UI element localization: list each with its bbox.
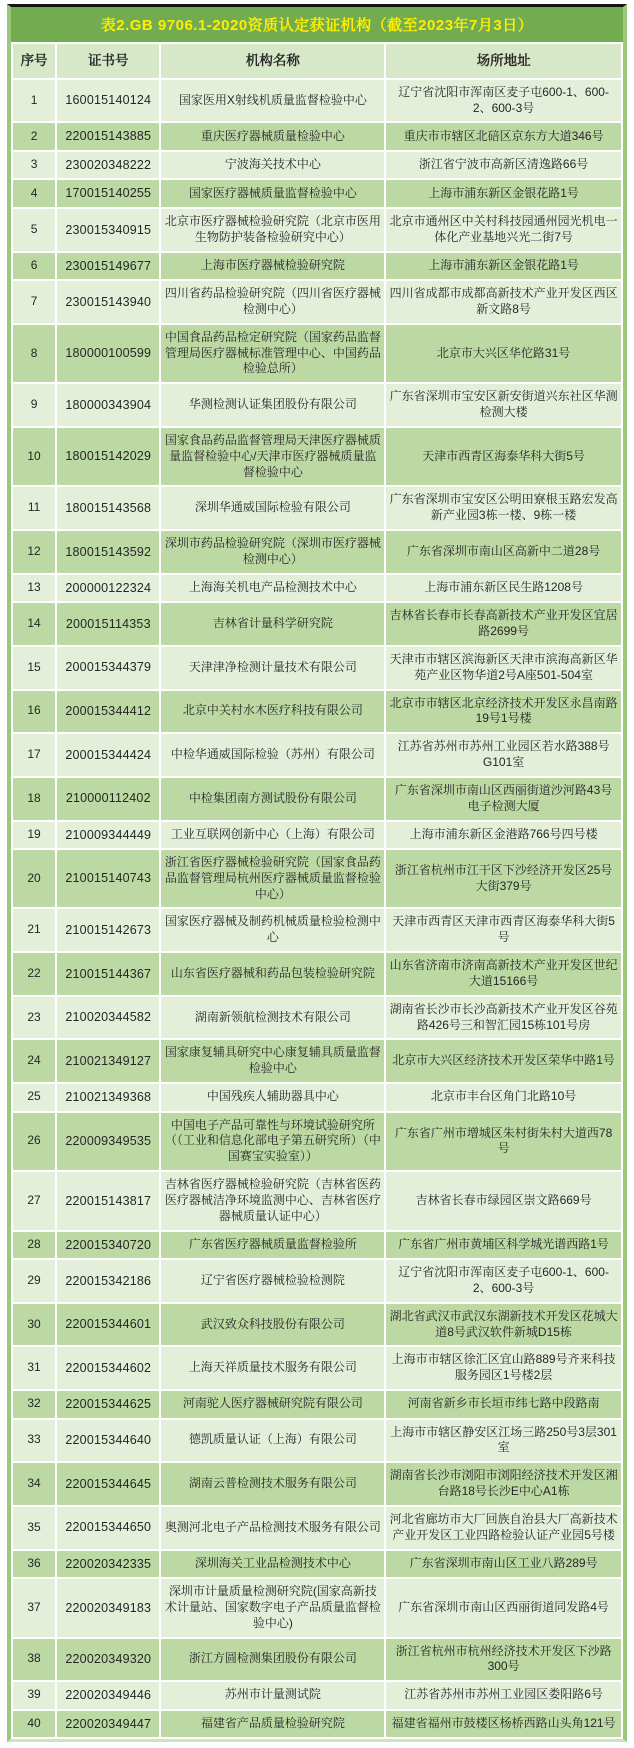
address: 上海市浦东新区金银花路1号 — [386, 180, 621, 207]
table-row — [13, 575, 621, 602]
address: 湖北省武汉市武汉东湖新技术开发区花城大道8号武汉软件新城D15栋 — [386, 1304, 621, 1346]
address: 上海市市辖区静安区江场三路250号3层301室 — [386, 1420, 621, 1462]
certificate-number: 200015114353 — [57, 603, 159, 645]
table-row — [13, 822, 621, 849]
org-name: 工业互联网创新中心（上海）有限公司 — [161, 822, 384, 849]
row-number: 19 — [13, 822, 55, 849]
certificate-number: 220015342186 — [57, 1260, 159, 1302]
address: 广东省深圳市南山区西丽街道同发路4号 — [386, 1579, 621, 1636]
address: 河北省廊坊市大厂回族自治县大厂高新技术产业开发区工业四路检验认证产业园5号楼 — [386, 1507, 621, 1549]
table-row — [13, 1682, 621, 1709]
org-name: 国家康复辅具研究中心康复辅具质量监督检验中心 — [161, 1040, 384, 1082]
certificate-number: 220015344650 — [57, 1507, 159, 1549]
table-row — [13, 180, 621, 207]
row-number: 37 — [13, 1579, 55, 1636]
org-name: 湖南新领航检测技术有限公司 — [161, 997, 384, 1039]
certificate-number: 220020349447 — [57, 1711, 159, 1738]
table-row — [13, 1113, 621, 1170]
row-number: 28 — [13, 1232, 55, 1259]
row-number: 23 — [13, 997, 55, 1039]
address: 上海市浦东新区民生路1208号 — [386, 575, 621, 602]
row-number: 35 — [13, 1507, 55, 1549]
table-row — [13, 1551, 621, 1578]
address: 上海市浦东新区金银花路1号 — [386, 253, 621, 280]
table-row — [13, 1232, 621, 1259]
org-name: 国家医疗器械及制药机械质量检验检测中心 — [161, 909, 384, 951]
table-row — [13, 778, 621, 820]
table-row — [13, 1463, 621, 1505]
row-number: 6 — [13, 253, 55, 280]
table-row — [13, 734, 621, 776]
row-number: 38 — [13, 1639, 55, 1681]
certificate-number: 220015344601 — [57, 1304, 159, 1346]
address: 湖南省长沙市浏阳市浏阳经济技术开发区湘台路18号长沙E中心A1栋 — [386, 1463, 621, 1505]
table-row — [13, 1040, 621, 1082]
org-name: 浙江省医疗器械检验研究院（国家食品药品监督管理局杭州医疗器械质量监督检验中心） — [161, 850, 384, 907]
certificate-number: 220009349535 — [57, 1113, 159, 1170]
org-name: 吉林省医疗器械检验研究院（吉林省医药医疗器械洁净环境监测中心、吉林省医疗器械质量认证中心） — [161, 1172, 384, 1229]
certificate-number: 220015340720 — [57, 1232, 159, 1259]
column-header-address: 场所地址 — [386, 44, 621, 78]
row-number: 31 — [13, 1347, 55, 1389]
org-name: 吉林省计量科学研究院 — [161, 603, 384, 645]
certificate-number: 210015140743 — [57, 850, 159, 907]
table-row — [13, 123, 621, 150]
address: 湖南省长沙市长沙高新技术产业开发区谷苑路426号三和智汇园15栋101号房 — [386, 997, 621, 1039]
certificate-number: 220020342335 — [57, 1551, 159, 1578]
org-name: 深圳市药品检验研究院（深圳市医疗器械检测中心） — [161, 531, 384, 573]
certificate-number: 210015144367 — [57, 953, 159, 995]
org-name: 武汉致众科技股份有限公司 — [161, 1304, 384, 1346]
org-name: 国家医用X射线机质量监督检验中心 — [161, 80, 384, 122]
org-name: 深圳华通威国际检验有限公司 — [161, 487, 384, 529]
org-name: 国家医疗器械质量监督检验中心 — [161, 180, 384, 207]
table-row — [13, 1172, 621, 1229]
certificate-number: 220020349183 — [57, 1579, 159, 1636]
table-row — [13, 1304, 621, 1346]
certificate-number: 230015340915 — [57, 209, 159, 251]
row-number: 4 — [13, 180, 55, 207]
row-number: 32 — [13, 1391, 55, 1418]
row-number: 33 — [13, 1420, 55, 1462]
table-row — [13, 1347, 621, 1389]
address: 浙江省宁波市高新区清逸路66号 — [386, 152, 621, 179]
row-number: 40 — [13, 1711, 55, 1738]
row-number: 16 — [13, 691, 55, 733]
address: 福建省福州市鼓楼区杨桥西路山头角121号 — [386, 1711, 621, 1738]
address: 江苏省苏州市苏州工业园区娄阳路6号 — [386, 1682, 621, 1709]
address: 天津市市辖区滨海新区天津市滨海高新区华苑产业区物华道2号A座501-504室 — [386, 647, 621, 689]
table-row — [13, 1084, 621, 1111]
org-name: 北京中关村水木医疗科技有限公司 — [161, 691, 384, 733]
certificate-number: 200015344379 — [57, 647, 159, 689]
certificate-number: 180000343904 — [57, 384, 159, 426]
address: 北京市市辖区北京经济技术开发区永昌南路19号1号楼 — [386, 691, 621, 733]
org-name: 上海天祥质量技术服务有限公司 — [161, 1347, 384, 1389]
org-name: 中国残疾人辅助器具中心 — [161, 1084, 384, 1111]
org-name: 中检集团南方测试股份有限公司 — [161, 778, 384, 820]
row-number: 20 — [13, 850, 55, 907]
row-number: 3 — [13, 152, 55, 179]
certificate-number: 170015140255 — [57, 180, 159, 207]
row-number: 13 — [13, 575, 55, 602]
org-name: 中国食品药品检定研究院（国家药品监督管理局医疗器械标准管理中心、中国药品检验总所） — [161, 325, 384, 382]
certification-table-container — [7, 4, 627, 1742]
org-name: 浙江方圆检测集团股份有限公司 — [161, 1639, 384, 1681]
table-row — [13, 647, 621, 689]
certificate-number: 210020344582 — [57, 997, 159, 1039]
certificate-number: 220015344625 — [57, 1391, 159, 1418]
address: 浙江省杭州市江干区下沙经济开发区25号大街379号 — [386, 850, 621, 907]
address: 天津市西青区海泰华科大街5号 — [386, 428, 621, 485]
row-number: 29 — [13, 1260, 55, 1302]
address: 广东省深圳市南山区高新中二道28号 — [386, 531, 621, 573]
org-name: 华测检测认证集团股份有限公司 — [161, 384, 384, 426]
table-row — [13, 1579, 621, 1636]
address: 浙江省杭州市杭州经济技术开发区下沙路300号 — [386, 1639, 621, 1681]
certificate-number: 230015143940 — [57, 281, 159, 323]
address: 河南省新乡市长垣市纬七路中段路南 — [386, 1391, 621, 1418]
certificate-number: 220020349320 — [57, 1639, 159, 1681]
address: 四川省成都市成都高新技术产业开发区西区新文路8号 — [386, 281, 621, 323]
row-number: 15 — [13, 647, 55, 689]
address: 广东省深圳市宝安区新安街道兴东社区华测检测大楼 — [386, 384, 621, 426]
row-number: 9 — [13, 384, 55, 426]
certificate-number: 180015143568 — [57, 487, 159, 529]
table-row — [13, 909, 621, 951]
row-number: 5 — [13, 209, 55, 251]
table-row — [13, 80, 621, 122]
column-header-cert: 证书号 — [57, 44, 159, 78]
row-number: 39 — [13, 1682, 55, 1709]
table-row — [13, 1507, 621, 1549]
table-row — [13, 1420, 621, 1462]
row-number: 14 — [13, 603, 55, 645]
org-name: 河南驼人医疗器械研究院有限公司 — [161, 1391, 384, 1418]
certificate-number: 220020349446 — [57, 1682, 159, 1709]
address: 辽宁省沈阳市浑南区麦子屯600-1、600-2、600-3号 — [386, 1260, 621, 1302]
org-name: 重庆医疗器械质量检验中心 — [161, 123, 384, 150]
row-number: 27 — [13, 1172, 55, 1229]
row-number: 11 — [13, 487, 55, 529]
certificate-number: 220015344640 — [57, 1420, 159, 1462]
column-header-no: 序号 — [13, 44, 55, 78]
org-name: 福建省产品质量检验研究院 — [161, 1711, 384, 1738]
address: 北京市丰台区角门北路10号 — [386, 1084, 621, 1111]
row-number: 26 — [13, 1113, 55, 1170]
certificate-number: 210021349127 — [57, 1040, 159, 1082]
org-name: 深圳海关工业品检测技术中心 — [161, 1551, 384, 1578]
row-number: 30 — [13, 1304, 55, 1346]
certificate-number: 220015344645 — [57, 1463, 159, 1505]
certificate-number: 200000122324 — [57, 575, 159, 602]
table-row — [13, 603, 621, 645]
org-name: 德凯质量认证（上海）有限公司 — [161, 1420, 384, 1462]
org-name: 深圳市计量质量检测研究院(国家高新技术计量站、国家数字电子产品质量监督检验中心) — [161, 1579, 384, 1636]
org-name: 上海海关机电产品检测技术中心 — [161, 575, 384, 602]
table-row — [13, 850, 621, 907]
address: 广东省深圳市南山区工业八路289号 — [386, 1551, 621, 1578]
table-row — [13, 281, 621, 323]
row-number: 22 — [13, 953, 55, 995]
table-row — [13, 1260, 621, 1302]
row-number: 36 — [13, 1551, 55, 1578]
table-row — [13, 691, 621, 733]
table-row — [13, 531, 621, 573]
certificate-number: 210009344449 — [57, 822, 159, 849]
address: 辽宁省沈阳市浑南区麦子屯600-1、600-2、600-3号 — [386, 80, 621, 122]
certificate-number: 230020348222 — [57, 152, 159, 179]
address: 山东省济南市济南高新技术产业开发区世纪大道15166号 — [386, 953, 621, 995]
table-row — [13, 1391, 621, 1418]
certificate-number: 210015142673 — [57, 909, 159, 951]
row-number: 25 — [13, 1084, 55, 1111]
table-row — [13, 209, 621, 251]
address: 吉林省长春市长春高新技术产业开发区宜居路2699号 — [386, 603, 621, 645]
address: 重庆市市辖区北碚区京东方大道346号 — [386, 123, 621, 150]
org-name: 辽宁省医疗器械检验检测院 — [161, 1260, 384, 1302]
certificate-number: 220015344602 — [57, 1347, 159, 1389]
address: 北京市通州区中关村科技园通州园光机电一体化产业基地兴光二街7号 — [386, 209, 621, 251]
certificate-number: 210021349368 — [57, 1084, 159, 1111]
table-title: 表2.GB 9706.1-2020资质认定获证机构（截至2023年7月3日） — [11, 7, 623, 42]
table-row — [13, 487, 621, 529]
table-row — [13, 384, 621, 426]
address: 上海市市辖区徐汇区宜山路889号齐来科技服务园区1号楼2层 — [386, 1347, 621, 1389]
row-number: 12 — [13, 531, 55, 573]
address: 广东省广州市增城区朱村街朱村大道西78号 — [386, 1113, 621, 1170]
row-number: 2 — [13, 123, 55, 150]
certificate-number: 220015143817 — [57, 1172, 159, 1229]
table-row — [13, 997, 621, 1039]
address: 广东省广州市黄埔区科学城光谱西路1号 — [386, 1232, 621, 1259]
org-name: 四川省药品检验研究院（四川省医疗器械检测中心） — [161, 281, 384, 323]
row-number: 8 — [13, 325, 55, 382]
row-number: 21 — [13, 909, 55, 951]
row-number: 1 — [13, 80, 55, 122]
table-row — [13, 428, 621, 485]
row-number: 17 — [13, 734, 55, 776]
certificate-number: 200015344412 — [57, 691, 159, 733]
address: 广东省深圳市南山区西丽街道沙河路43号电子检测大厦 — [386, 778, 621, 820]
row-number: 24 — [13, 1040, 55, 1082]
certificate-number: 180015143592 — [57, 531, 159, 573]
certification-table — [11, 42, 623, 1739]
table-row — [13, 953, 621, 995]
header-row — [13, 44, 621, 78]
certificate-number: 160015140124 — [57, 80, 159, 122]
certificate-number: 200015344424 — [57, 734, 159, 776]
certificate-number: 180000100599 — [57, 325, 159, 382]
column-header-name: 机构名称 — [161, 44, 384, 78]
address: 吉林省长春市绿园区崇文路669号 — [386, 1172, 621, 1229]
org-name: 上海市医疗器械检验研究院 — [161, 253, 384, 280]
address: 北京市大兴区华佗路31号 — [386, 325, 621, 382]
address: 广东省深圳市宝安区公明田寮根玉路宏发高新产业园3栋一楼、9栋一楼 — [386, 487, 621, 529]
org-name: 奥测河北电子产品检测技术服务有限公司 — [161, 1507, 384, 1549]
address: 上海市浦东新区金港路766号四号楼 — [386, 822, 621, 849]
org-name: 苏州市计量测试院 — [161, 1682, 384, 1709]
table-row — [13, 253, 621, 280]
row-number: 7 — [13, 281, 55, 323]
row-number: 34 — [13, 1463, 55, 1505]
org-name: 湖南云普检测技术服务有限公司 — [161, 1463, 384, 1505]
certificate-number: 220015143885 — [57, 123, 159, 150]
org-name: 北京市医疗器械检验研究院（北京市医用生物防护装备检验研究中心） — [161, 209, 384, 251]
org-name: 宁波海关技术中心 — [161, 152, 384, 179]
org-name: 天津津净检测计量技术有限公司 — [161, 647, 384, 689]
table-row — [13, 1639, 621, 1681]
org-name: 山东省医疗器械和药品包装检验研究院 — [161, 953, 384, 995]
row-number: 18 — [13, 778, 55, 820]
org-name: 广东省医疗器械质量监督检验所 — [161, 1232, 384, 1259]
address: 天津市西青区天津市西青区海泰华科大街5号 — [386, 909, 621, 951]
certificate-number: 210000112402 — [57, 778, 159, 820]
certificate-number: 230015149677 — [57, 253, 159, 280]
table-row — [13, 1711, 621, 1738]
address: 江苏省苏州市苏州工业园区若水路388号G101室 — [386, 734, 621, 776]
table-row — [13, 325, 621, 382]
org-name: 中检华通威国际检验（苏州）有限公司 — [161, 734, 384, 776]
org-name: 中国电子产品可靠性与环境试验研究所（（工业和信息化部电子第五研究所）（中国赛宝实验室）） — [161, 1113, 384, 1170]
address: 北京市大兴区经济技术开发区荣华中路1号 — [386, 1040, 621, 1082]
org-name: 国家食品药品监督管理局天津医疗器械质量监督检验中心/天津市医疗器械质量监督检验中心 — [161, 428, 384, 485]
row-number: 10 — [13, 428, 55, 485]
certificate-number: 180015142029 — [57, 428, 159, 485]
table-row — [13, 152, 621, 179]
